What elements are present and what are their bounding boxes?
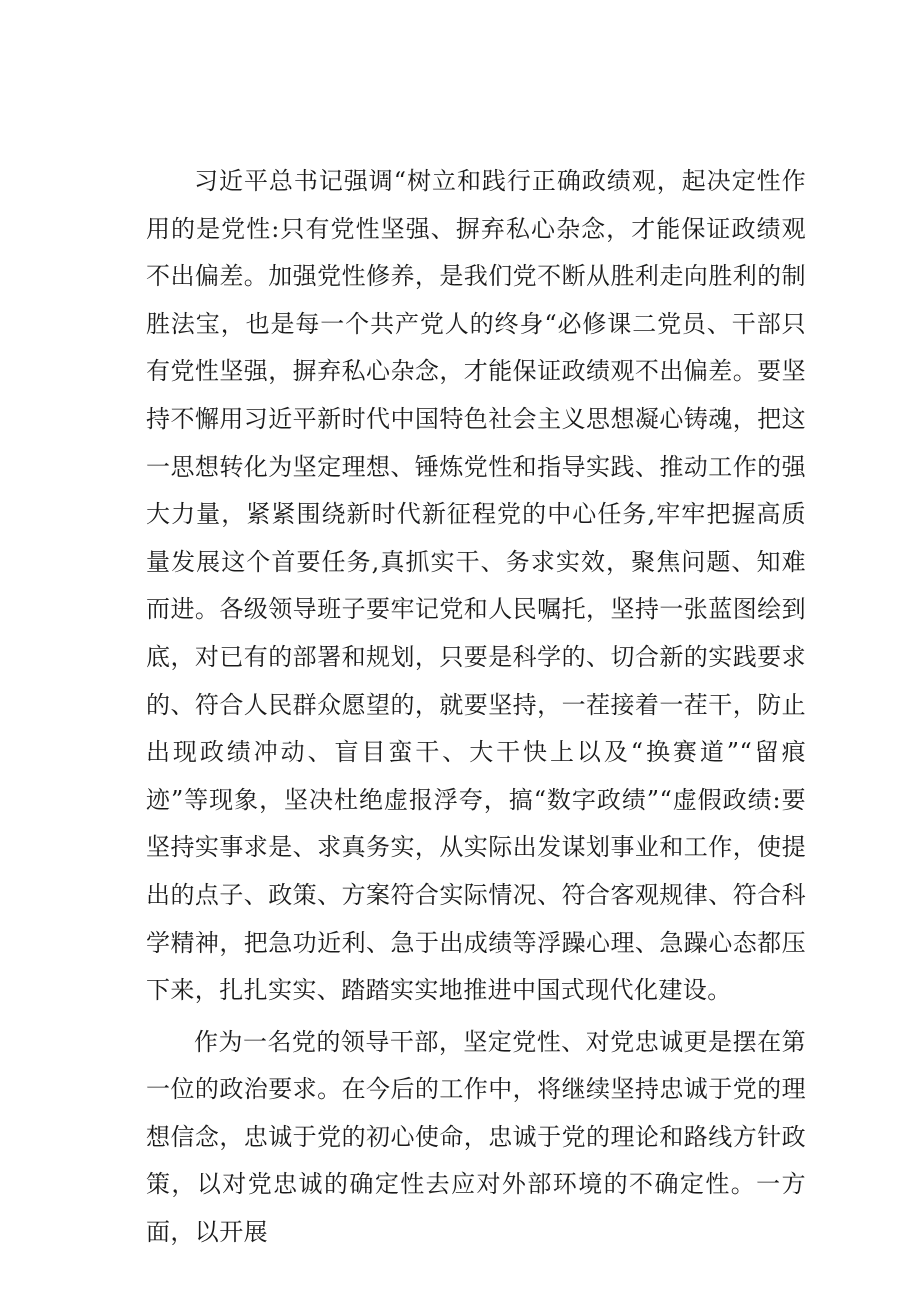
paragraph-2: 作为一名党的领导干部，坚定党性、对党忠诚更是摆在第一位的政治要求。在今后的工作中，将继续坚持忠诚于党的理想信念，忠诚于党的初心使命，忠诚于党的理论和路线方针政策，以对党忠诚的确定性去应对外部环境的不确定性。一方面，以开展: [146, 1027, 806, 1247]
document-body: [146, 158, 806, 1257]
paragraph-1: 习近平总书记强调“树立和践行正确政绩观，起决定性作用的是党性:只有党性坚强、摒弃私心杂念，才能保证政绩观不出偏差。加强党性修养，是我们党不断从胜利走向胜利的制胜法宝，也是每一个共产党人的终身“必修课二党员、干部只有党性坚强，摒弃私心杂念，才能保证政绩观不出偏差。要坚持不懈用习近平新时代中国特色社会主义思想凝心铸魂，把这一思想转化为坚定理想、锤炼党性和指导实践、推动工作的强大力量，紧紧围绕新时代新征程党的中心任务,牢牢把握高质量发展这个首要任务,真抓实干、务求实效，聚焦问题、知难而进。各级领导班子要牢记党和人民嘱托，坚持一张蓝图绘到底，对已有的部署和规划，只要是科学的、切合新的实践要求的、符合人民群众愿望的，就要坚持，一茬接着一茬干，防止出现政绩冲动、盲目蛮干、大干快上以及“换赛道”“留痕迹”等现象，坚决杜绝虚报浮夸，搞“数字政绩”“虚假政绩:要坚持实事求是、求真务实，从实际出发谋划事业和工作，使提出的点子、政策、方案符合实际情况、符合客观规律、符合科学精神，把急功近利、急于出成绩等浮躁心理、急躁心态都压下来，扎扎实实、踏踏实实地推进中国式现代化建设。: [146, 167, 806, 1005]
